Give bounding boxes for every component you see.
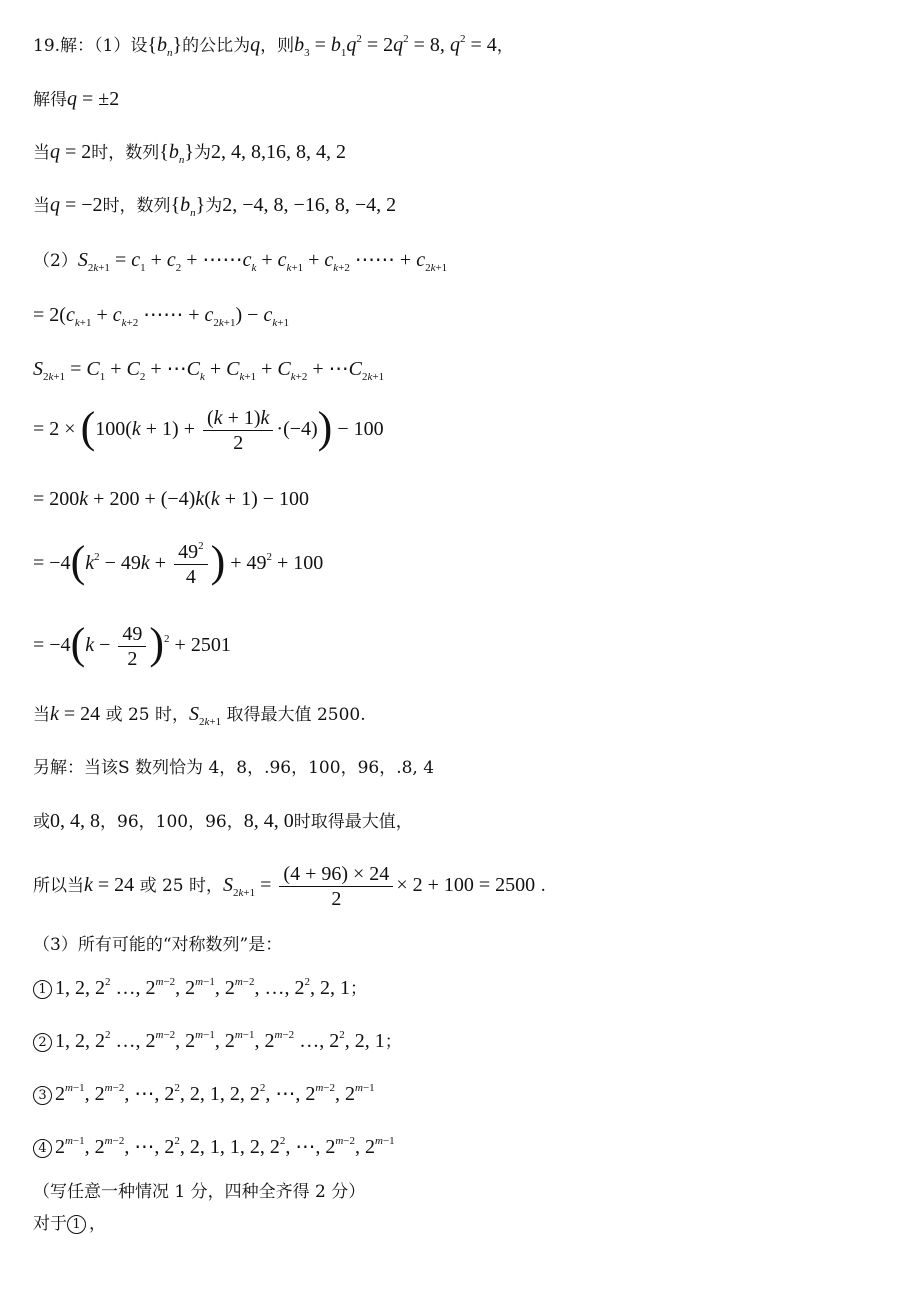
text: 或 [33,812,50,832]
part1-line: 19.解：（1）设$\{b_n\}$的公比为q，则$b_3 = b_1q^2 = 2q^2 = 8$, $q^2 = 4$， [33,33,514,59]
problem-number: 19.解： [33,36,95,56]
text: 解得 [33,90,67,110]
part3-title [33,933,282,957]
circled-number-2: 2 [33,1033,52,1052]
text: 的公比为 [182,36,251,56]
option-2: 2 1, 2, $2^2$ …, $2^{m-2}$, $2^{m-1}$, $2^{m-1}$, $2^{m-2}$ …, $2^2$, 2, 1； [33,1029,402,1054]
text: 时，数列 [91,143,160,163]
circled-number-4: 4 [33,1139,52,1158]
text: （3）所有可能的“对称数列”是： [33,935,283,955]
circled-number-3: 3 [33,1086,52,1105]
eq-line-5: = 200k + 200 + (−4)k(k + 1) − 100 [33,488,310,510]
alt-line-1 [33,756,434,780]
text: 另解：当该S 数列恰为 4，8，.96，100，96，.8, 4 [33,758,435,778]
so-line: 所以当k = 24 或 25 时，$S_{2k+1}$ = $\frac{(4 + 96) \times 24}{2}$ × 2 + 100 = 2500 . [33,863,546,910]
eq-line-7: = −4(k − $\frac{49}{2}$ )$^2$ + 2501 [33,618,231,670]
text: 时，数列 [102,196,171,216]
circled-number-1: 1 [33,980,52,999]
text: ，96，100，96， [100,812,244,832]
text: 对于 [33,1214,67,1234]
case-q-neg: 当q = −2时，数列$\{b_n\}$为2, −4, 8, −16, 8, −4, 2 [33,194,397,219]
seq-q-pos: 2, 4, 8,16, 8, 4, 2 [211,141,346,163]
option-3: 3 $2^{m-1}$, $2^{m-2}$, ⋯, $2^2$, 2, 1, 2, $2^2$, ⋯, $2^{m-2}$, $2^{m-1}$ [33,1082,375,1107]
text: 当 [33,705,50,725]
option-4: 4 $2^{m-1}$, $2^{m-2}$, ⋯, $2^2$, 2, 1, 1, 2, $2^2$, ⋯, $2^{m-2}$, $2^{m-1}$ [33,1135,395,1160]
case-q-pos: 当q = 2时，数列$\{b_n\}$为2, 4, 8,16, 8, 4, 2 [33,141,346,166]
seq-q-neg: 2, −4, 8, −16, 8, −4, 2 [222,194,397,216]
text: 取得最大值 2500. [226,705,366,725]
score-note [33,1180,365,1204]
text: 或 25 时， [139,876,224,897]
eq-line-2: = $2(c_{k+1} + c_{k+2}$ ⋯⋯ + $c_{2k+1}) - c_{k+1}$ [33,304,289,329]
text: 或 25 时， [105,705,190,725]
eq-line-6: = $-4(k^2 - 49k$ + $\frac{49^2}{4}$ ) + $49^2 + 100$ [33,536,324,588]
solve-line: 解得q = ±2 [33,88,120,110]
text: 时取得最大值， [293,812,413,832]
text: 设 [130,36,148,56]
final-line [33,1212,106,1236]
text: ， [89,1214,106,1234]
part2-label: （2） [33,251,78,271]
max-line: 当k = 24 或 25 时，$S_{2k+1}$ 取得最大值 2500. [33,703,366,728]
text: 为 [205,196,223,216]
text: 当 [33,143,50,163]
text: 当 [33,196,50,216]
text: （写任意一种情况 1 分，四种全齐得 2 分） [33,1182,366,1202]
text: 为 [194,143,211,163]
part2-line: $(2)S_{2k+1} = c_1 + c_2$ + $\cdots\cdots c_k + c_{k+1} + c_{k+2}$ ⋯⋯ + $c_{2k+1}$ [33,249,448,274]
part1-label: （1） [94,36,131,56]
circled-number-1: 1 [67,1215,86,1234]
text: ，则 [260,36,295,56]
eq-line-4: = 2 × (100(k + 1) + $\frac{(k + 1)k}{2}$ ·(−4)) − 100 [33,402,384,454]
alt-line-2: 或0, 4, 8，96，100，96，8, 4, 0时取得最大值， [33,810,413,832]
eq-line-3: $S_{2k+1} = C_1 + C_2$ + $\cdots C_k + C_{k+1} + C_{k+2}$ + $\cdots C_{2k+1}$ [33,358,385,383]
option-1: 1 1, 2, $2^2$ …, $2^{m-2}$, $2^{m-1}$, $2^{m-2}$, …, $2^2$, 2, 1； [33,976,367,1001]
text: 所以当 [33,876,84,897]
